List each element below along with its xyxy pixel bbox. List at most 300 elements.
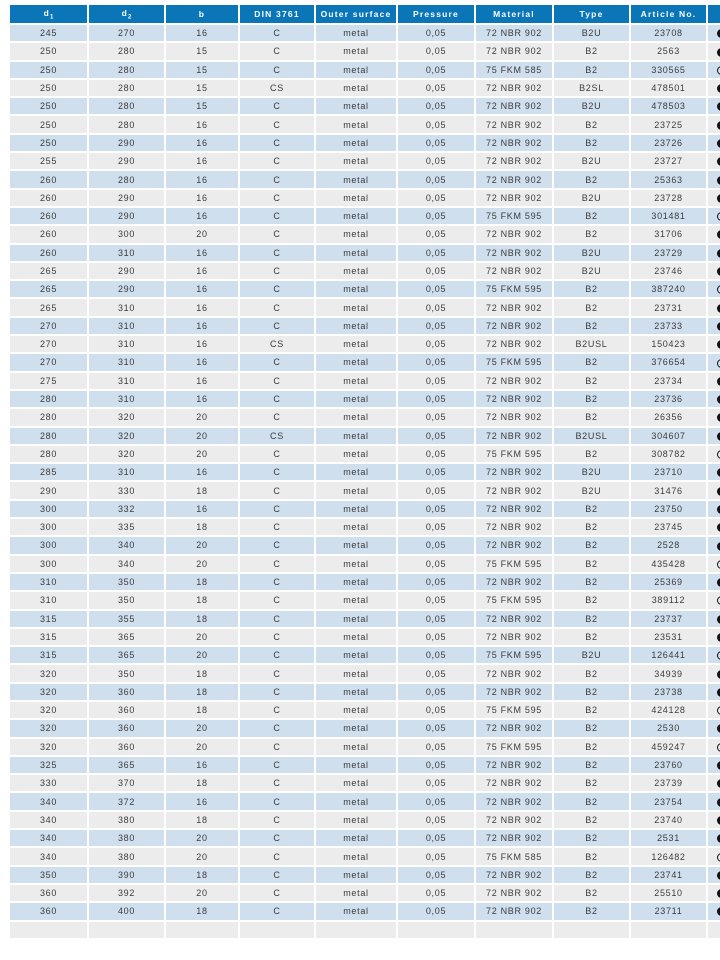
cell-availability — [708, 263, 720, 279]
cell-d2: 310 — [89, 336, 164, 352]
cell-availability — [708, 647, 720, 663]
cell-availability — [708, 702, 720, 718]
cell-material: 72 NBR 902 — [476, 885, 552, 901]
cell-pressure: 0,05 — [398, 684, 474, 700]
cell-article-no: 23710 — [631, 464, 706, 480]
filled-circle-icon — [717, 633, 720, 642]
cell-outer-surface: metal — [316, 684, 396, 700]
cell-b: 16 — [166, 354, 238, 370]
table-row — [10, 116, 720, 132]
cell-b: 18 — [166, 684, 238, 700]
cell-outer-surface: metal — [316, 903, 396, 919]
cell-article-no: 23736 — [631, 391, 706, 407]
cell-d1: 250 — [10, 135, 87, 151]
cell-d1: 360 — [10, 885, 87, 901]
table-row — [10, 903, 720, 919]
cell-availability — [708, 428, 720, 444]
cell-availability — [708, 281, 720, 297]
cell-outer-surface: metal — [316, 830, 396, 846]
cell-pressure: 0,05 — [398, 208, 474, 224]
column-header-b — [166, 5, 238, 23]
cell-material: 75 FKM 595 — [476, 208, 552, 224]
cell-article-no: 23750 — [631, 501, 706, 517]
empty-cell — [240, 922, 314, 938]
cell-availability — [708, 482, 720, 498]
cell-availability — [708, 391, 720, 407]
cell-pressure: 0,05 — [398, 629, 474, 645]
cell-d2: 370 — [89, 775, 164, 791]
cell-material: 72 NBR 902 — [476, 98, 552, 114]
filled-circle-icon — [717, 505, 720, 514]
cell-material: 75 FKM 585 — [476, 62, 552, 78]
cell-article-no: 25369 — [631, 574, 706, 590]
cell-d1: 300 — [10, 556, 87, 572]
cell-d1: 265 — [10, 281, 87, 297]
cell-d2: 350 — [89, 665, 164, 681]
cell-pressure: 0,05 — [398, 537, 474, 553]
cell-outer-surface: metal — [316, 793, 396, 809]
cell-b: 16 — [166, 208, 238, 224]
cell-availability — [708, 98, 720, 114]
cell-d2: 290 — [89, 263, 164, 279]
cell-availability — [708, 354, 720, 370]
cell-material: 72 NBR 902 — [476, 391, 552, 407]
open-circle-icon — [717, 450, 720, 459]
cell-d1: 280 — [10, 409, 87, 425]
cell-availability — [708, 62, 720, 78]
cell-din-3761: C — [240, 720, 314, 736]
cell-outer-surface: metal — [316, 153, 396, 169]
cell-pressure: 0,05 — [398, 464, 474, 480]
filled-circle-icon — [717, 322, 720, 331]
cell-d2: 365 — [89, 757, 164, 773]
empty-cell — [10, 922, 87, 938]
cell-din-3761: C — [240, 245, 314, 261]
cell-pressure: 0,05 — [398, 501, 474, 517]
table-row — [10, 171, 720, 187]
column-header-material — [476, 5, 552, 23]
cell-din-3761: C — [240, 537, 314, 553]
cell-outer-surface: metal — [316, 464, 396, 480]
open-circle-icon — [717, 651, 720, 660]
cell-outer-surface: metal — [316, 885, 396, 901]
cell-d2: 290 — [89, 135, 164, 151]
table-row — [10, 62, 720, 78]
cell-availability — [708, 519, 720, 535]
cell-din-3761: C — [240, 391, 314, 407]
cell-article-no: 23711 — [631, 903, 706, 919]
cell-b: 16 — [166, 171, 238, 187]
open-circle-icon — [717, 853, 720, 862]
cell-d1: 245 — [10, 25, 87, 41]
cell-availability — [708, 903, 720, 919]
filled-circle-icon — [717, 267, 720, 276]
cell-outer-surface: metal — [316, 318, 396, 334]
cell-pressure: 0,05 — [398, 885, 474, 901]
cell-availability — [708, 537, 720, 553]
cell-b: 16 — [166, 116, 238, 132]
cell-outer-surface: metal — [316, 501, 396, 517]
cell-d1: 320 — [10, 702, 87, 718]
cell-b: 20 — [166, 830, 238, 846]
cell-b: 15 — [166, 62, 238, 78]
cell-pressure: 0,05 — [398, 428, 474, 444]
cell-article-no: 23737 — [631, 611, 706, 627]
cell-outer-surface: metal — [316, 116, 396, 132]
cell-b: 20 — [166, 885, 238, 901]
cell-d2: 360 — [89, 739, 164, 755]
cell-type: B2 — [554, 373, 629, 389]
cell-article-no: 376654 — [631, 354, 706, 370]
cell-availability — [708, 43, 720, 59]
cell-type: B2 — [554, 812, 629, 828]
filled-circle-icon — [717, 578, 720, 587]
cell-availability — [708, 629, 720, 645]
cell-d2: 310 — [89, 464, 164, 480]
cell-availability — [708, 190, 720, 206]
cell-b: 18 — [166, 702, 238, 718]
cell-outer-surface: metal — [316, 80, 396, 96]
cell-b: 20 — [166, 720, 238, 736]
cell-d1: 265 — [10, 299, 87, 315]
cell-d1: 270 — [10, 336, 87, 352]
filled-circle-icon — [717, 48, 720, 57]
empty-cell — [316, 922, 396, 938]
cell-type: B2U — [554, 25, 629, 41]
filled-circle-icon — [717, 798, 720, 807]
cell-b: 16 — [166, 25, 238, 41]
cell-d2: 360 — [89, 720, 164, 736]
open-circle-icon — [717, 285, 720, 294]
column-header-label: d — [121, 7, 129, 18]
cell-d1: 280 — [10, 391, 87, 407]
cell-din-3761: C — [240, 757, 314, 773]
cell-material: 72 NBR 902 — [476, 867, 552, 883]
cell-d1: 285 — [10, 464, 87, 480]
cell-availability — [708, 793, 720, 809]
cell-din-3761: C — [240, 409, 314, 425]
cell-d2: 290 — [89, 208, 164, 224]
empty-cell — [631, 922, 706, 938]
cell-b: 18 — [166, 592, 238, 608]
table-row — [10, 446, 720, 462]
table-row — [10, 245, 720, 261]
table-row — [10, 43, 720, 59]
cell-d2: 290 — [89, 153, 164, 169]
cell-article-no: 435428 — [631, 556, 706, 572]
cell-din-3761: C — [240, 592, 314, 608]
cell-material: 72 NBR 902 — [476, 43, 552, 59]
cell-outer-surface: metal — [316, 391, 396, 407]
table-row — [10, 208, 720, 224]
cell-article-no: 2563 — [631, 43, 706, 59]
cell-d1: 325 — [10, 757, 87, 773]
filled-circle-icon — [717, 84, 720, 93]
cell-type: B2 — [554, 208, 629, 224]
cell-material: 72 NBR 902 — [476, 684, 552, 700]
cell-d2: 380 — [89, 830, 164, 846]
cell-pressure: 0,05 — [398, 153, 474, 169]
cell-pressure: 0,05 — [398, 702, 474, 718]
cell-d2: 330 — [89, 482, 164, 498]
cell-article-no: 23725 — [631, 116, 706, 132]
cell-material: 72 NBR 902 — [476, 812, 552, 828]
filled-circle-icon — [717, 889, 720, 898]
cell-type: B2 — [554, 171, 629, 187]
table-row — [10, 775, 720, 791]
cell-din-3761: C — [240, 281, 314, 297]
table-row — [10, 757, 720, 773]
cell-material: 72 NBR 902 — [476, 501, 552, 517]
cell-pressure: 0,05 — [398, 592, 474, 608]
cell-article-no: 23734 — [631, 373, 706, 389]
column-header-label: Pressure — [413, 9, 459, 19]
cell-d2: 290 — [89, 281, 164, 297]
cell-availability — [708, 720, 720, 736]
cell-din-3761: C — [240, 611, 314, 627]
cell-pressure: 0,05 — [398, 519, 474, 535]
cell-article-no: 126482 — [631, 848, 706, 864]
cell-b: 18 — [166, 482, 238, 498]
cell-type: B2 — [554, 574, 629, 590]
filled-circle-icon — [717, 907, 720, 916]
cell-article-no: 23740 — [631, 812, 706, 828]
filled-circle-icon — [717, 688, 720, 697]
table-row — [10, 482, 720, 498]
cell-pressure: 0,05 — [398, 409, 474, 425]
cell-din-3761: C — [240, 446, 314, 462]
cell-din-3761: C — [240, 208, 314, 224]
cell-availability — [708, 757, 720, 773]
cell-type: B2 — [554, 611, 629, 627]
cell-b: 16 — [166, 135, 238, 151]
cell-outer-surface: metal — [316, 702, 396, 718]
table-row — [10, 629, 720, 645]
cell-material: 72 NBR 902 — [476, 299, 552, 315]
cell-article-no: 459247 — [631, 739, 706, 755]
cell-d2: 340 — [89, 537, 164, 553]
cell-outer-surface: metal — [316, 446, 396, 462]
cell-type: B2 — [554, 848, 629, 864]
cell-din-3761: C — [240, 373, 314, 389]
cell-material: 75 FKM 595 — [476, 354, 552, 370]
cell-article-no: 478503 — [631, 98, 706, 114]
table-row — [10, 574, 720, 590]
cell-availability — [708, 299, 720, 315]
cell-outer-surface: metal — [316, 43, 396, 59]
cell-d2: 320 — [89, 409, 164, 425]
open-circle-icon — [717, 359, 720, 368]
table-row — [10, 501, 720, 517]
cell-type: B2 — [554, 135, 629, 151]
cell-din-3761: C — [240, 501, 314, 517]
cell-article-no: 26356 — [631, 409, 706, 425]
cell-availability — [708, 464, 720, 480]
filled-circle-icon — [717, 670, 720, 679]
cell-b: 16 — [166, 153, 238, 169]
cell-din-3761: C — [240, 62, 314, 78]
cell-availability — [708, 775, 720, 791]
cell-b: 18 — [166, 519, 238, 535]
cell-pressure: 0,05 — [398, 665, 474, 681]
table-row — [10, 428, 720, 444]
cell-availability — [708, 171, 720, 187]
cell-type: B2 — [554, 299, 629, 315]
cell-d2: 310 — [89, 245, 164, 261]
column-header-label: d — [43, 7, 51, 18]
cell-d2: 310 — [89, 318, 164, 334]
cell-outer-surface: metal — [316, 611, 396, 627]
filled-circle-icon — [717, 377, 720, 386]
table-row — [10, 556, 720, 572]
filled-circle-icon — [717, 615, 720, 624]
table-row — [10, 611, 720, 627]
cell-d1: 315 — [10, 647, 87, 663]
filled-circle-icon — [717, 395, 720, 404]
cell-din-3761: C — [240, 684, 314, 700]
cell-din-3761: C — [240, 830, 314, 846]
cell-din-3761: C — [240, 665, 314, 681]
filled-circle-icon — [717, 29, 720, 38]
cell-material: 72 NBR 902 — [476, 25, 552, 41]
cell-b: 20 — [166, 446, 238, 462]
filled-circle-icon — [717, 523, 720, 532]
cell-type: B2 — [554, 903, 629, 919]
cell-d2: 280 — [89, 98, 164, 114]
cell-type: B2U — [554, 190, 629, 206]
cell-d1: 320 — [10, 720, 87, 736]
cell-pressure: 0,05 — [398, 611, 474, 627]
cell-material: 72 NBR 902 — [476, 80, 552, 96]
cell-material: 72 NBR 902 — [476, 519, 552, 535]
table-row — [10, 684, 720, 700]
cell-d1: 330 — [10, 775, 87, 791]
cell-type: B2 — [554, 702, 629, 718]
column-header-type — [554, 5, 629, 23]
cell-type: B2 — [554, 409, 629, 425]
cell-d1: 250 — [10, 80, 87, 96]
header-row — [10, 5, 720, 23]
cell-material: 72 NBR 902 — [476, 245, 552, 261]
cell-outer-surface: metal — [316, 135, 396, 151]
cell-availability — [708, 812, 720, 828]
cell-pressure: 0,05 — [398, 336, 474, 352]
cell-d2: 350 — [89, 574, 164, 590]
table-row — [10, 867, 720, 883]
column-header-label: Article No. — [640, 9, 697, 19]
cell-pressure: 0,05 — [398, 98, 474, 114]
table-row — [10, 336, 720, 352]
cell-b: 15 — [166, 80, 238, 96]
cell-d2: 310 — [89, 354, 164, 370]
cell-d1: 340 — [10, 848, 87, 864]
filled-circle-icon — [717, 834, 720, 843]
cell-article-no: 301481 — [631, 208, 706, 224]
cell-type: B2 — [554, 629, 629, 645]
cell-d2: 332 — [89, 501, 164, 517]
column-header-label: Outer surface — [320, 9, 392, 19]
cell-d1: 260 — [10, 171, 87, 187]
cell-availability — [708, 80, 720, 96]
cell-din-3761: C — [240, 171, 314, 187]
column-header-subscript: 2 — [128, 14, 132, 21]
cell-outer-surface: metal — [316, 373, 396, 389]
cell-article-no: 23726 — [631, 135, 706, 151]
table-row — [10, 464, 720, 480]
cell-d2: 340 — [89, 556, 164, 572]
cell-article-no: 2530 — [631, 720, 706, 736]
cell-article-no: 23741 — [631, 867, 706, 883]
cell-type: B2 — [554, 775, 629, 791]
cell-b: 16 — [166, 501, 238, 517]
cell-article-no: 389112 — [631, 592, 706, 608]
filled-circle-icon — [717, 139, 720, 148]
cell-din-3761: C — [240, 190, 314, 206]
cell-pressure: 0,05 — [398, 245, 474, 261]
open-circle-icon — [717, 212, 720, 221]
cell-d1: 290 — [10, 482, 87, 498]
cell-d2: 320 — [89, 446, 164, 462]
cell-material: 72 NBR 902 — [476, 226, 552, 242]
cell-d2: 360 — [89, 684, 164, 700]
table-row — [10, 318, 720, 334]
cell-article-no: 23733 — [631, 318, 706, 334]
cell-b: 20 — [166, 556, 238, 572]
cell-din-3761: CS — [240, 336, 314, 352]
filled-circle-icon — [717, 230, 720, 239]
cell-material: 72 NBR 902 — [476, 830, 552, 846]
cell-outer-surface: metal — [316, 62, 396, 78]
cell-b: 20 — [166, 409, 238, 425]
cell-article-no: 23708 — [631, 25, 706, 41]
filled-circle-icon — [717, 724, 720, 733]
cell-outer-surface: metal — [316, 592, 396, 608]
cell-b: 20 — [166, 428, 238, 444]
column-header-label: Material — [493, 9, 535, 19]
cell-d2: 280 — [89, 116, 164, 132]
open-circle-icon — [717, 596, 720, 605]
cell-pressure: 0,05 — [398, 135, 474, 151]
cell-din-3761: CS — [240, 428, 314, 444]
cell-article-no: 150423 — [631, 336, 706, 352]
column-header-outer-surface — [316, 5, 396, 23]
filled-circle-icon — [717, 816, 720, 825]
filled-circle-icon — [717, 102, 720, 111]
cell-d2: 392 — [89, 885, 164, 901]
cell-d2: 320 — [89, 428, 164, 444]
cell-type: B2SL — [554, 80, 629, 96]
cell-d1: 270 — [10, 318, 87, 334]
table-row — [10, 537, 720, 553]
cell-availability — [708, 25, 720, 41]
cell-din-3761: C — [240, 318, 314, 334]
cell-article-no: 304607 — [631, 428, 706, 444]
cell-type: B2 — [554, 684, 629, 700]
cell-pressure: 0,05 — [398, 25, 474, 41]
cell-d1: 320 — [10, 739, 87, 755]
cell-b: 16 — [166, 299, 238, 315]
cell-din-3761: C — [240, 848, 314, 864]
cell-type: B2 — [554, 537, 629, 553]
cell-d1: 350 — [10, 867, 87, 883]
filled-circle-icon — [717, 468, 720, 477]
table-row — [10, 592, 720, 608]
cell-material: 75 FKM 595 — [476, 647, 552, 663]
cell-material: 72 NBR 902 — [476, 903, 552, 919]
table-row — [10, 409, 720, 425]
cell-material: 72 NBR 902 — [476, 116, 552, 132]
cell-b: 18 — [166, 611, 238, 627]
